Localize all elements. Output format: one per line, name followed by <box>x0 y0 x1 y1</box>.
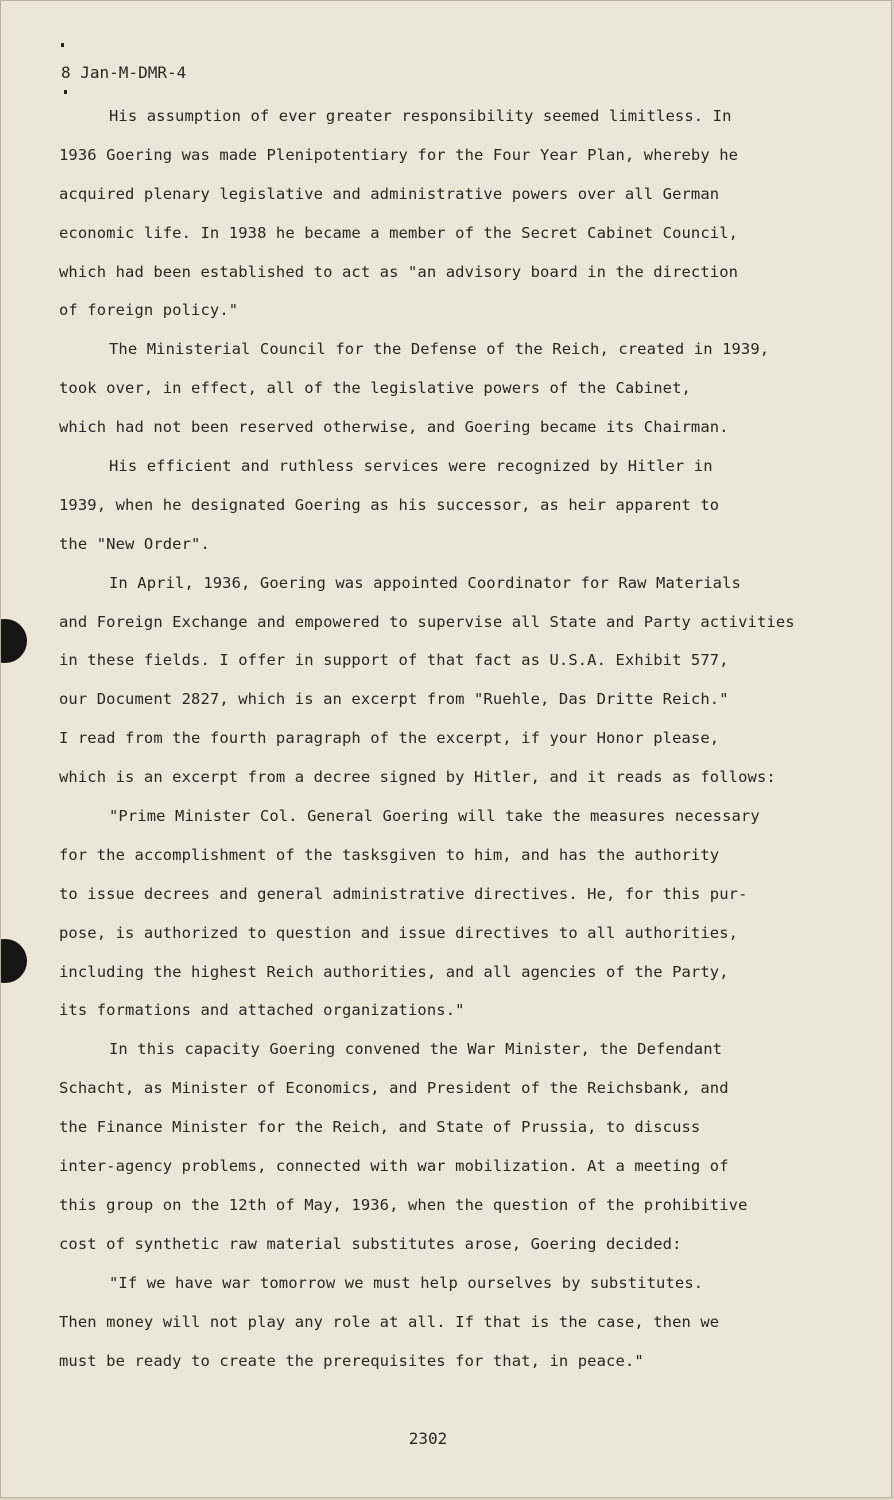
text-line: His assumption of ever greater responsibility seemed limitless. In <box>109 107 732 125</box>
text-line: acquired plenary legislative and administrative powers over all German <box>59 184 720 203</box>
text-line: the Finance Minister for the Reich, and State of Prussia, to discuss <box>59 1118 701 1137</box>
text-line: its formations and attached organizations." <box>59 1001 465 1020</box>
text-line: "Prime Minister Col. General Goering will take the measures necessary <box>109 807 760 826</box>
text-line: "If we have war tomorrow we must help ourselves by substitutes. <box>109 1273 704 1292</box>
text-line: which had been established to act as "an advisory board in the direction <box>59 262 739 281</box>
stray-mark <box>64 90 67 94</box>
text-line: inter-agency problems, connected with war mobilization. At a meeting of <box>59 1157 729 1176</box>
text-line: took over, in effect, all of the legislative powers of the Cabinet, <box>59 379 691 398</box>
text-line: 1939, when he designated Goering as his successor, as heir apparent to <box>59 495 720 514</box>
text-line: our Document 2827, which is an excerpt from "Ruehle, Das Dritte Reich." <box>59 690 729 709</box>
text-line: His efficient and ruthless services were recognized by Hitler in <box>109 457 713 476</box>
page-header: 8 Jan-M-DMR-4 <box>61 63 187 82</box>
document-body <box>59 97 849 1380</box>
text-line: Then money will not play any role at all. If that is the case, then we <box>59 1312 720 1331</box>
text-line: which is an excerpt from a decree signed by Hitler, and it reads as follows: <box>59 768 776 787</box>
text-line: Schacht, as Minister of Economics, and President of the Reichsbank, and <box>59 1079 729 1098</box>
punch-hole <box>0 619 27 663</box>
text-line: cost of synthetic raw material substitutes arose, Goering decided: <box>59 1234 682 1253</box>
text-line: for the accomplishment of the tasksgiven to him, and has the authority <box>59 845 720 864</box>
text-line: the "New Order". <box>59 534 210 553</box>
text-line: this group on the 12th of May, 1936, when the question of the prohibitive <box>59 1195 748 1214</box>
text-line: In this capacity Goering convened the War Minister, the Defendant <box>109 1040 723 1059</box>
text-line: 1936 Goering was made Plenipotentiary for the Four Year Plan, whereby he <box>59 145 739 164</box>
text-line: to issue decrees and general administrative directives. He, for this pur- <box>59 884 748 903</box>
text-line: including the highest Reich authorities, and all agencies of the Party, <box>59 962 729 981</box>
text-line: In April, 1936, Goering was appointed Coordinator for Raw Materials <box>109 573 741 592</box>
text-line: must be ready to create the prerequisites for that, in peace." <box>59 1351 644 1370</box>
text-line: which had not been reserved otherwise, and Goering became its Chairman. <box>59 418 729 437</box>
text-line: pose, is authorized to question and issue directives to all authorities, <box>59 923 739 942</box>
text-line: of foreign policy." <box>59 301 239 320</box>
text-line: in these fields. I offer in support of that fact as U.S.A. Exhibit 577, <box>59 651 729 670</box>
page-number: 2302 <box>408 1429 448 1448</box>
text-line: and Foreign Exchange and empowered to supervise all State and Party activities <box>59 612 795 631</box>
punch-hole <box>0 939 27 983</box>
text-line: I read from the fourth paragraph of the excerpt, if your Honor please, <box>59 729 720 748</box>
text-line: The Ministerial Council for the Defense of the Reich, created in 1939, <box>109 340 770 359</box>
stray-mark <box>61 43 64 47</box>
text-line: economic life. In 1938 he became a member of the Secret Cabinet Council, <box>59 223 739 242</box>
